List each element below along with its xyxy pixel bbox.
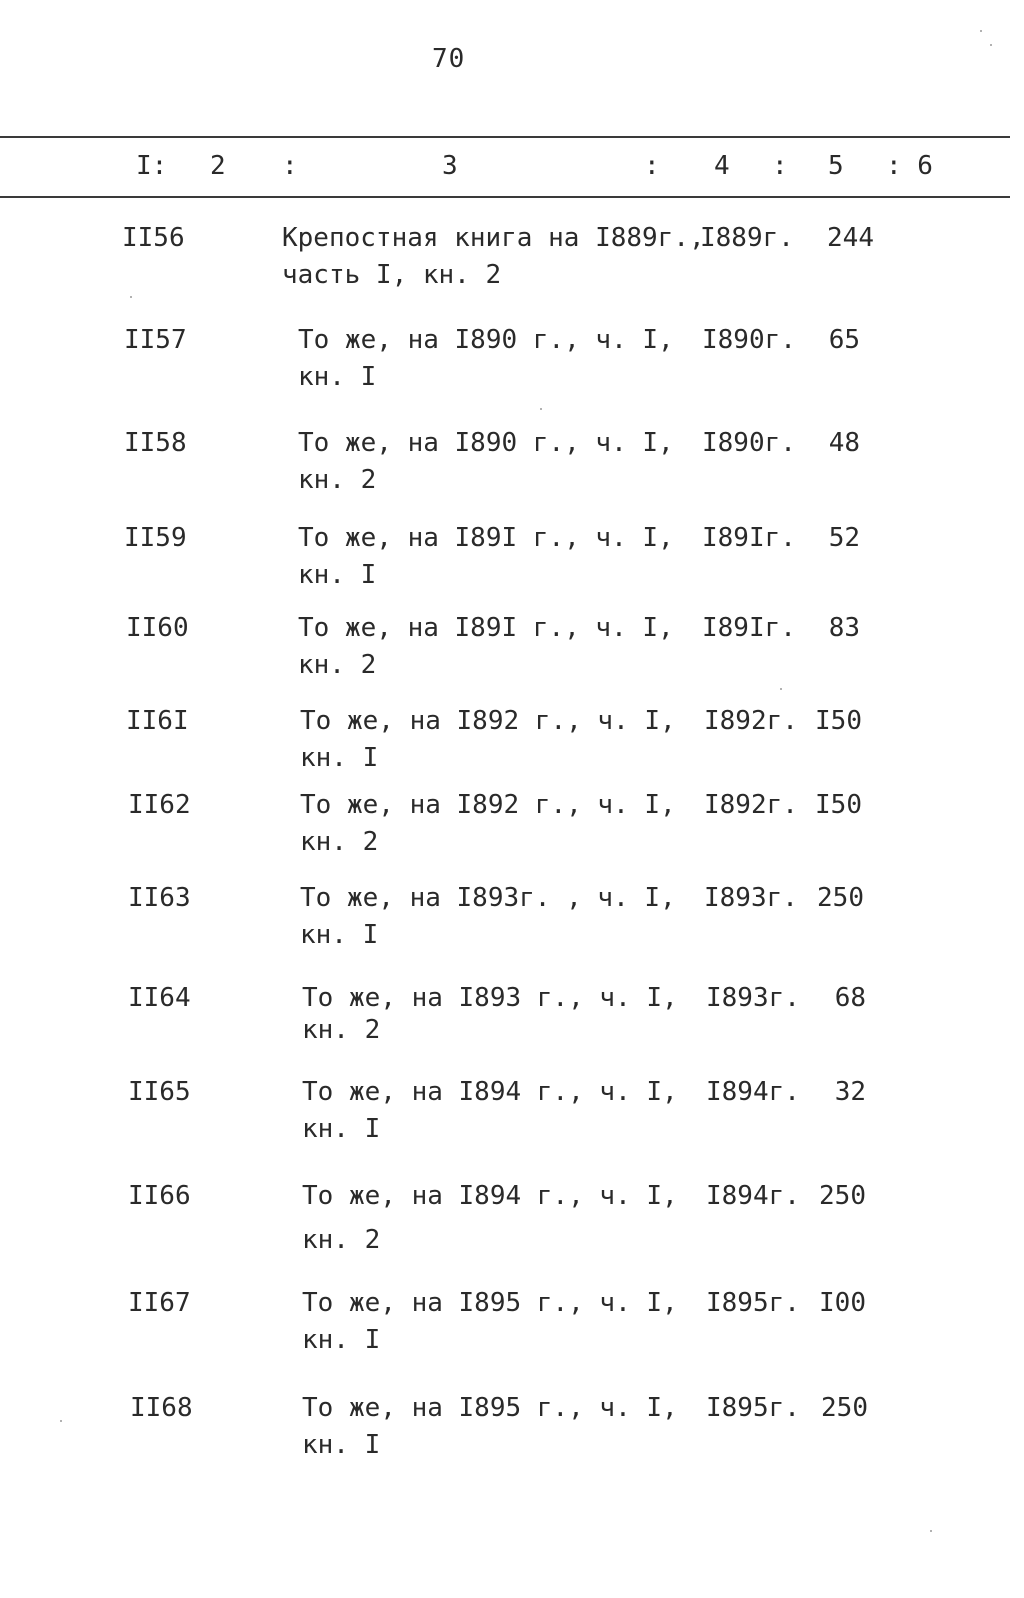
table-row	[0, 425, 1010, 505]
row-title-line-1: То же, на I89I г., ч. I,	[298, 613, 674, 643]
row-date: I894г.	[706, 1077, 800, 1107]
row-title-line-1: То же, на I890 г., ч. I,	[298, 428, 674, 458]
table-row	[0, 880, 1010, 960]
row-title-line-2: кн. 2	[298, 650, 377, 680]
row-title-line-2: кн. I	[298, 560, 377, 590]
row-title-line-1: То же, на I893г. , ч. I,	[300, 883, 676, 913]
row-date: I890г.	[702, 428, 796, 458]
row-title-line-1: То же, на I895 г., ч. I,	[302, 1288, 678, 1318]
scan-speck	[540, 408, 542, 410]
row-title-line-2: кн. I	[298, 362, 377, 392]
table-row	[0, 322, 1010, 402]
row-title-line-2: кн. I	[302, 1114, 381, 1144]
row-date: I893г.	[704, 883, 798, 913]
row-date: I89Iг.	[702, 613, 796, 643]
row-date: I890г.	[702, 325, 796, 355]
table-row	[0, 1178, 1010, 1258]
scan-speck	[130, 296, 132, 298]
row-title-line-2: кн. I	[300, 743, 379, 773]
row-number: II59	[124, 523, 187, 553]
header-col-5: 5	[828, 151, 844, 181]
table-row	[0, 1390, 1010, 1470]
header-col-1: I:	[136, 151, 168, 181]
table-top-rule	[0, 136, 1010, 138]
row-date: I895г.	[706, 1393, 800, 1423]
row-number: II56	[122, 223, 185, 253]
row-title-line-1: То же, на I894 г., ч. I,	[302, 1181, 678, 1211]
row-title-line-1: То же, на I893 г., ч. I,	[302, 983, 678, 1013]
table-header-rule	[0, 196, 1010, 198]
row-title-line-2: кн. 2	[298, 465, 377, 495]
row-number: II65	[128, 1077, 191, 1107]
table-row	[0, 1285, 1010, 1365]
row-number: II58	[124, 428, 187, 458]
row-title-line-2: кн. 2	[302, 1225, 381, 1255]
row-pages: 48	[828, 428, 860, 458]
row-number: II62	[128, 790, 191, 820]
row-date: I894г.	[706, 1181, 800, 1211]
row-pages: I50	[815, 790, 862, 820]
row-title-line-2: кн. I	[302, 1430, 381, 1460]
row-date: I892г.	[704, 706, 798, 736]
row-pages: 65	[828, 325, 860, 355]
row-pages: 83	[828, 613, 860, 643]
table-row	[0, 787, 1010, 867]
scan-speck	[930, 1530, 932, 1532]
row-title-line-1: То же, на I89I г., ч. I,	[298, 523, 674, 553]
row-number: II68	[130, 1393, 193, 1423]
row-date: I893г.	[706, 983, 800, 1013]
row-title-line-2: кн. I	[302, 1325, 381, 1355]
row-date: I895г.	[706, 1288, 800, 1318]
row-date: I889г.	[700, 223, 794, 253]
row-number: II6I	[126, 706, 189, 736]
header-col-6: : 6	[886, 151, 933, 181]
header-separator: :	[282, 151, 298, 181]
header-separator: :	[772, 151, 788, 181]
row-number: II64	[128, 983, 191, 1013]
row-pages: 68	[834, 983, 866, 1013]
header-col-3: 3	[442, 151, 458, 181]
table-row	[0, 220, 1004, 300]
row-title-line-1: То же, на I892 г., ч. I,	[300, 706, 676, 736]
row-pages: 52	[828, 523, 860, 553]
header-col-2: 2	[210, 151, 226, 181]
row-pages: 250	[821, 1393, 868, 1423]
row-title-line-2: кн. 2	[302, 1015, 381, 1045]
row-date: I892г.	[704, 790, 798, 820]
row-title-line-1: Крепостная книга на I889г.,	[282, 223, 705, 253]
row-pages: 32	[834, 1077, 866, 1107]
table-row	[0, 980, 1010, 1060]
row-pages: I00	[819, 1288, 866, 1318]
header-col-4: 4	[714, 151, 730, 181]
row-pages: 250	[817, 883, 864, 913]
row-title-line-1: То же, на I892 г., ч. I,	[300, 790, 676, 820]
row-title-line-2: кн. I	[300, 920, 379, 950]
row-date: I89Iг.	[702, 523, 796, 553]
row-title-line-2: кн. 2	[300, 827, 379, 857]
row-pages: 250	[819, 1181, 866, 1211]
table-row	[0, 1074, 1010, 1154]
table-row	[0, 610, 1010, 690]
scan-speck	[990, 44, 992, 46]
row-pages: 244	[827, 223, 874, 253]
row-title-line-1: То же, на I895 г., ч. I,	[302, 1393, 678, 1423]
table-row	[0, 703, 1010, 783]
row-number: II60	[126, 613, 189, 643]
row-number: II67	[128, 1288, 191, 1318]
table-row	[0, 520, 1010, 600]
scan-speck	[980, 30, 982, 32]
row-number: II63	[128, 883, 191, 913]
row-number: II66	[128, 1181, 191, 1211]
row-title-line-2: часть I, кн. 2	[282, 260, 502, 290]
row-pages: I50	[815, 706, 862, 736]
scan-speck	[60, 1420, 62, 1422]
row-title-line-1: То же, на I894 г., ч. I,	[302, 1077, 678, 1107]
scan-speck	[780, 688, 782, 690]
header-separator: :	[644, 151, 660, 181]
row-title-line-1: То же, на I890 г., ч. I,	[298, 325, 674, 355]
page-number: 70	[432, 44, 466, 74]
row-number: II57	[124, 325, 187, 355]
